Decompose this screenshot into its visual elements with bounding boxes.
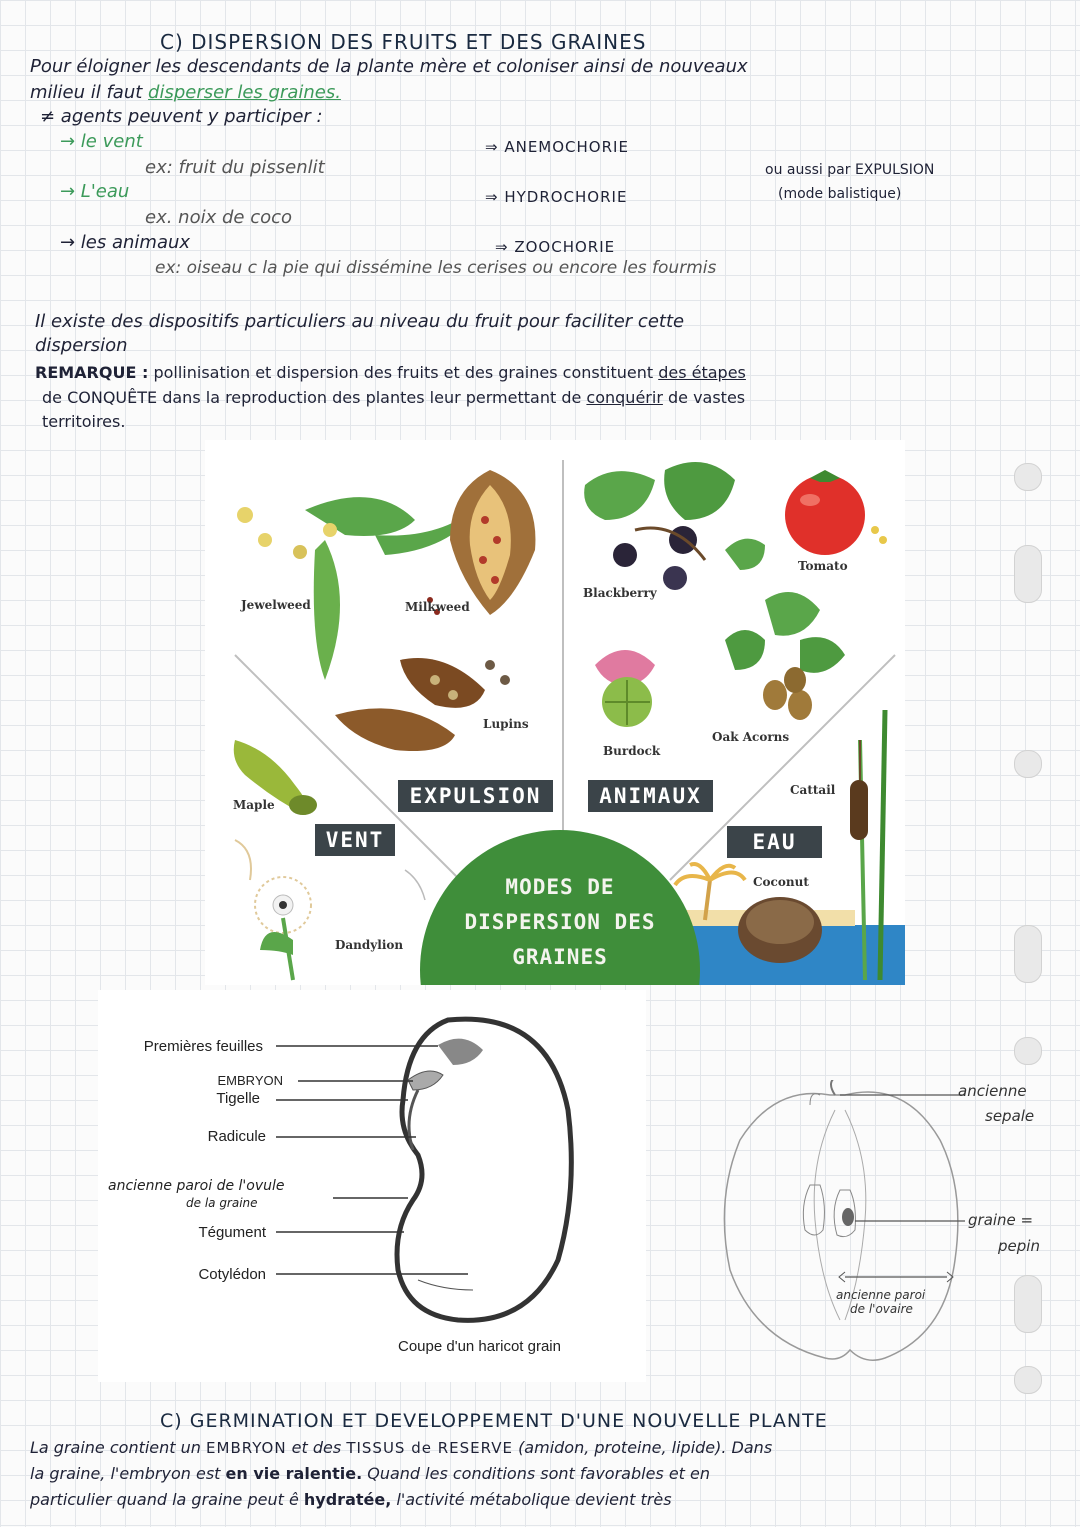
apple-seed: [842, 1208, 854, 1226]
term-zoochorie: ⇒ ZOOCHORIE: [495, 238, 616, 256]
badge-eau: EAU: [727, 826, 822, 858]
burdock-illustration: [595, 650, 655, 727]
emphasis-text: hydratée,: [303, 1490, 392, 1509]
remark-line: [35, 363, 746, 382]
label-oak-acorns: Oak Acorns: [712, 730, 790, 744]
tomato-illustration: [785, 470, 887, 555]
binder-hole: [1014, 545, 1042, 603]
seed-dispersion-infographic: [205, 440, 905, 985]
emphasis-text: des étapes: [658, 363, 746, 382]
text-span: particulier quand la graine peut ê: [30, 1490, 299, 1509]
text-line: ≠ agents peuvent y participer :: [40, 106, 323, 127]
text-span: pollinisation et dispersion des fruits et des graines constituent: [153, 363, 654, 382]
binder-hole: [1014, 925, 1042, 983]
emphasis-text: disperser les graines.: [148, 82, 341, 103]
binder-hole: [1014, 463, 1042, 491]
text-span: de CONQUÊTE: [42, 388, 158, 407]
label-ancienne-sepale-2: sepale: [985, 1107, 1035, 1125]
label-blackberry: Blackberry: [583, 586, 657, 600]
jewelweed-illustration: [237, 497, 485, 680]
label-radicule: Radicule: [207, 1128, 266, 1145]
label-graine-pepin-2: pepin: [998, 1237, 1040, 1255]
text-line: [30, 1438, 772, 1457]
label-dandylion: Dandylion: [335, 938, 404, 952]
term-anemochorie: ⇒ ANEMOCHORIE: [485, 138, 629, 156]
remark-line: [42, 388, 745, 407]
section-title-dispersion: C) DISPERSION DES FRUITS ET DES GRAINES: [160, 30, 647, 54]
text-span: TISSUS de RESERVE: [346, 1439, 513, 1457]
label-coconut: Coconut: [753, 875, 809, 889]
text-span: et des: [291, 1438, 342, 1457]
text-line: [30, 82, 341, 103]
section-title-germination: C) GERMINATION ET DEVELOPPEMENT D'UNE NOUVELLE PLANTE: [160, 1410, 828, 1432]
text-span: dans la reproduction des plantes leur permettant de: [162, 388, 582, 407]
label-ancienne-sepale-1: ancienne: [958, 1082, 1027, 1100]
badge-vent: VENT: [315, 824, 395, 856]
center-text-line: GRAINES: [512, 945, 608, 969]
label-de-la-graine: de la graine: [186, 1196, 258, 1210]
label-jewelweed: Jewelweed: [241, 598, 311, 612]
center-text-line: DISPERSION DES: [464, 910, 656, 934]
text-span: (amidon, proteine, lipide). Dans: [518, 1438, 773, 1457]
blackberry-illustration: [584, 462, 765, 590]
binder-hole: [1014, 1366, 1042, 1394]
label-burdock: Burdock: [603, 744, 661, 758]
term-hydrochorie: ⇒ HYDROCHORIE: [485, 188, 628, 206]
label-milkweed: Milkweed: [405, 600, 470, 614]
center-text-line: MODES DE: [505, 875, 615, 899]
dandylion-illustration: [235, 840, 425, 980]
badge-animaux: ANIMAUX: [588, 780, 713, 812]
bean-caption: Coupe d'un haricot grain: [398, 1338, 561, 1355]
label-cotyledon: Cotylédon: [198, 1266, 266, 1283]
agent-water-label: → L'eau: [60, 181, 130, 202]
text-span: milieu il faut: [30, 82, 143, 103]
emphasis-text: conquérir: [586, 388, 663, 407]
label-graine-pepin-1: graine =: [968, 1211, 1034, 1229]
side-note: (mode balistique): [778, 186, 902, 202]
milkweed-illustration: [427, 470, 535, 615]
binder-hole: [1014, 750, 1042, 778]
bean-cross-section-panel: [98, 990, 646, 1382]
label-premieres-feuilles: Premières feuilles: [143, 1038, 263, 1055]
text-line: Il existe des dispositifs particuliers au niveau du fruit pour faciliter cette: [35, 311, 685, 332]
binder-hole: [1014, 1037, 1042, 1065]
label-maple: Maple: [233, 798, 275, 812]
oak-acorns-illustration: [725, 592, 845, 720]
agent-animals: → les animaux: [60, 232, 191, 253]
text-span: La graine contient un: [30, 1438, 201, 1457]
label-lupins: Lupins: [483, 717, 529, 731]
label-tigelle: Tigelle: [216, 1090, 260, 1107]
lupins-illustration: [335, 658, 510, 751]
text-span: l'activité métabolique devient très: [396, 1490, 672, 1509]
label-ancienne-paroi-ovule: ancienne paroi de l'ovule: [108, 1178, 285, 1194]
bean-outline: [397, 1019, 571, 1320]
label-embryon: EMBRYON: [217, 1073, 283, 1088]
text-line: dispersion: [35, 335, 128, 356]
text-span: la graine, l'embryon est: [30, 1464, 221, 1483]
agent-animals-example: ex: oiseau c la pie qui dissémine les cerises ou encore les fourmis: [155, 258, 717, 278]
emphasis-text: en vie ralentie.: [225, 1464, 363, 1483]
text-span: EMBRYON: [206, 1439, 287, 1457]
apple-outline: [724, 1092, 957, 1360]
remark-label: REMARQUE :: [35, 363, 149, 382]
badge-expulsion: EXPULSION: [398, 780, 553, 812]
text-line: [30, 1490, 672, 1509]
agent-wind: → le vent: [60, 131, 143, 152]
label-cattail: Cattail: [790, 783, 836, 797]
text-line: [30, 1464, 710, 1483]
remark-line: territoires.: [42, 412, 126, 431]
label-tomato: Tomato: [798, 559, 848, 573]
agent-water: [60, 181, 129, 202]
label-ancienne-paroi-ovaire-2: de l'ovaire: [850, 1302, 913, 1316]
label-ancienne-paroi-ovaire-1: ancienne paroi: [836, 1288, 926, 1302]
side-note: ou aussi par EXPULSION: [765, 162, 935, 178]
text-span: de vastes: [667, 388, 746, 407]
agent-water-example: ex. noix de coco: [145, 207, 293, 228]
label-tegument: Tégument: [198, 1224, 266, 1241]
text-span: Quand les conditions sont favorables et en: [367, 1464, 711, 1483]
text-line: Pour éloigner les descendants de la plante mère et coloniser ainsi de nouveaux: [30, 56, 748, 77]
agent-wind-example: ex: fruit du pissenlit: [145, 157, 325, 178]
